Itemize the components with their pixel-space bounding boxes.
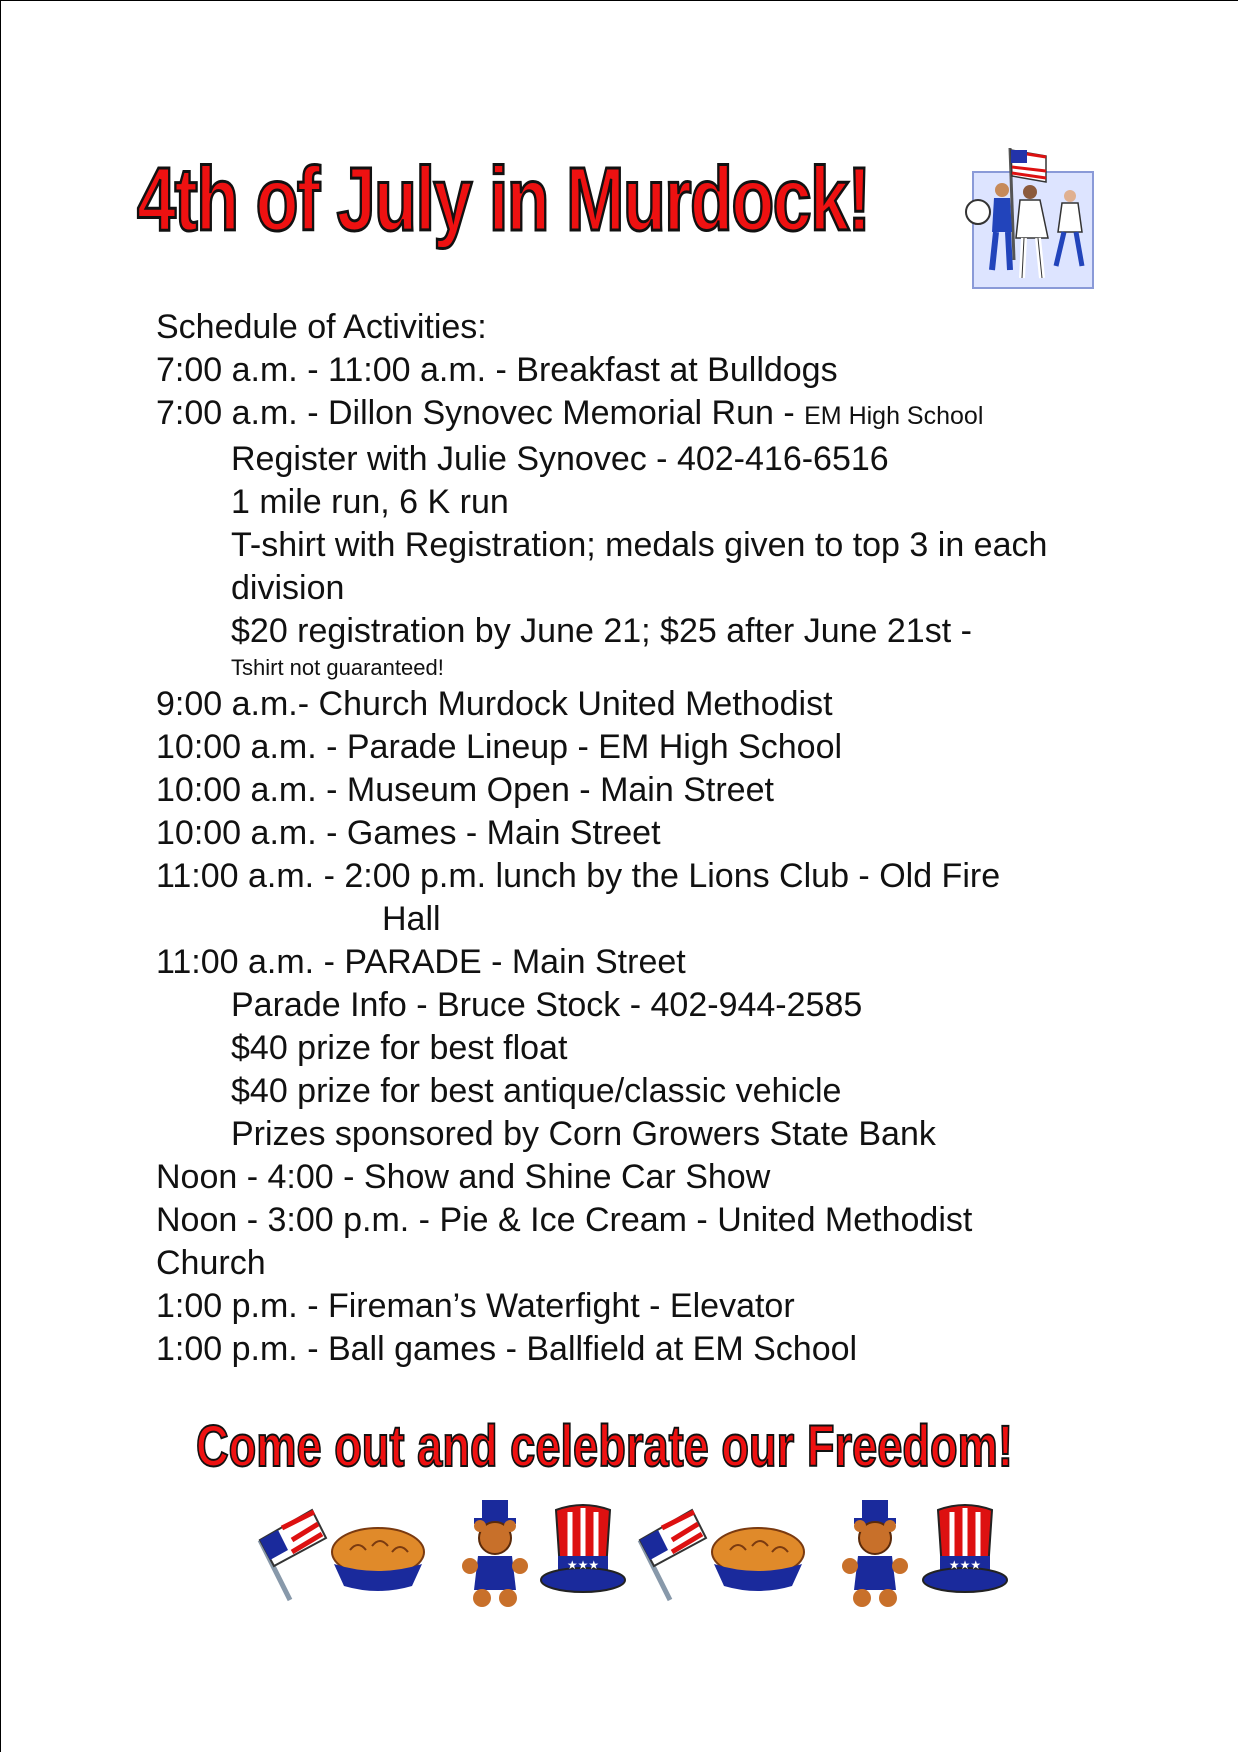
svg-text:★★★: ★★★ xyxy=(948,1558,982,1572)
teddy-bear-icon xyxy=(830,1500,920,1610)
run-location: EM High School xyxy=(804,402,984,430)
parade-info: Parade Info - Bruce Stock - 402-944-2585 xyxy=(231,986,863,1024)
uncle-sam-hat-icon xyxy=(920,1500,1010,1610)
run-distances: 1 mile run, 6 K run xyxy=(231,483,509,521)
schedule-item-pie-ice-cream: Noon - 3:00 p.m. - Pie & Ice Cream - United Methodist Church xyxy=(156,1201,973,1282)
marching-band-clipart xyxy=(960,140,1100,296)
teddy-bear-icon xyxy=(450,1500,540,1610)
schedule-item-lunch-continued: Hall xyxy=(382,900,441,938)
run-fee-note: Tshirt not guaranteed! xyxy=(231,655,444,680)
uncle-sam-hat-icon xyxy=(538,1500,628,1610)
prize-float: $40 prize for best float xyxy=(231,1029,568,1067)
schedule-heading: Schedule of Activities: xyxy=(156,308,487,346)
page-title: 4th of July in Murdock! xyxy=(137,150,870,250)
schedule-item-ball-games: 1:00 p.m. - Ball games - Ballfield at EM School xyxy=(156,1330,858,1368)
run-register-info: Register with Julie Synovec - 402-416-6516 xyxy=(231,440,889,478)
patriotic-clipart-row xyxy=(252,1500,1022,1610)
schedule-of-activities xyxy=(156,306,1106,1371)
prize-vehicle: $40 prize for best antique/classic vehicle xyxy=(231,1072,842,1110)
schedule-item-memorial-run xyxy=(156,392,1106,438)
run-time-label: 7:00 a.m. - Dillon Synovec Memorial Run - xyxy=(156,394,805,432)
svg-text:★★★: ★★★ xyxy=(566,1558,600,1572)
closing-slogan: Come out and celebrate our Freedom! xyxy=(196,1414,1013,1479)
schedule-item-museum: 10:00 a.m. - Museum Open - Main Street xyxy=(156,771,774,809)
schedule-item-car-show: Noon - 4:00 - Show and Shine Car Show xyxy=(156,1158,771,1196)
schedule-item-waterfight: 1:00 p.m. - Fireman’s Waterfight - Elevator xyxy=(156,1287,795,1325)
run-tshirt-info: T-shirt with Registration; medals given to top 3 in each division xyxy=(231,526,1048,607)
schedule-item-lunch: 11:00 a.m. - 2:00 p.m. lunch by the Lions Club - Old Fire xyxy=(156,857,1001,895)
schedule-item-parade-lineup: 10:00 a.m. - Parade Lineup - EM High School xyxy=(156,728,843,766)
schedule-item-games: 10:00 a.m. - Games - Main Street xyxy=(156,814,661,852)
schedule-item-parade: 11:00 a.m. - PARADE - Main Street xyxy=(156,943,686,981)
run-fee-info: $20 registration by June 21; $25 after June 21st - xyxy=(231,612,972,650)
pie-icon xyxy=(708,1500,808,1610)
schedule-item-breakfast: 7:00 a.m. - 11:00 a.m. - Breakfast at Bulldogs xyxy=(156,351,838,389)
prize-sponsor: Prizes sponsored by Corn Growers State Bank xyxy=(231,1115,936,1153)
pie-icon xyxy=(328,1500,428,1610)
schedule-item-church: 9:00 a.m.- Church Murdock United Methodist xyxy=(156,685,833,723)
